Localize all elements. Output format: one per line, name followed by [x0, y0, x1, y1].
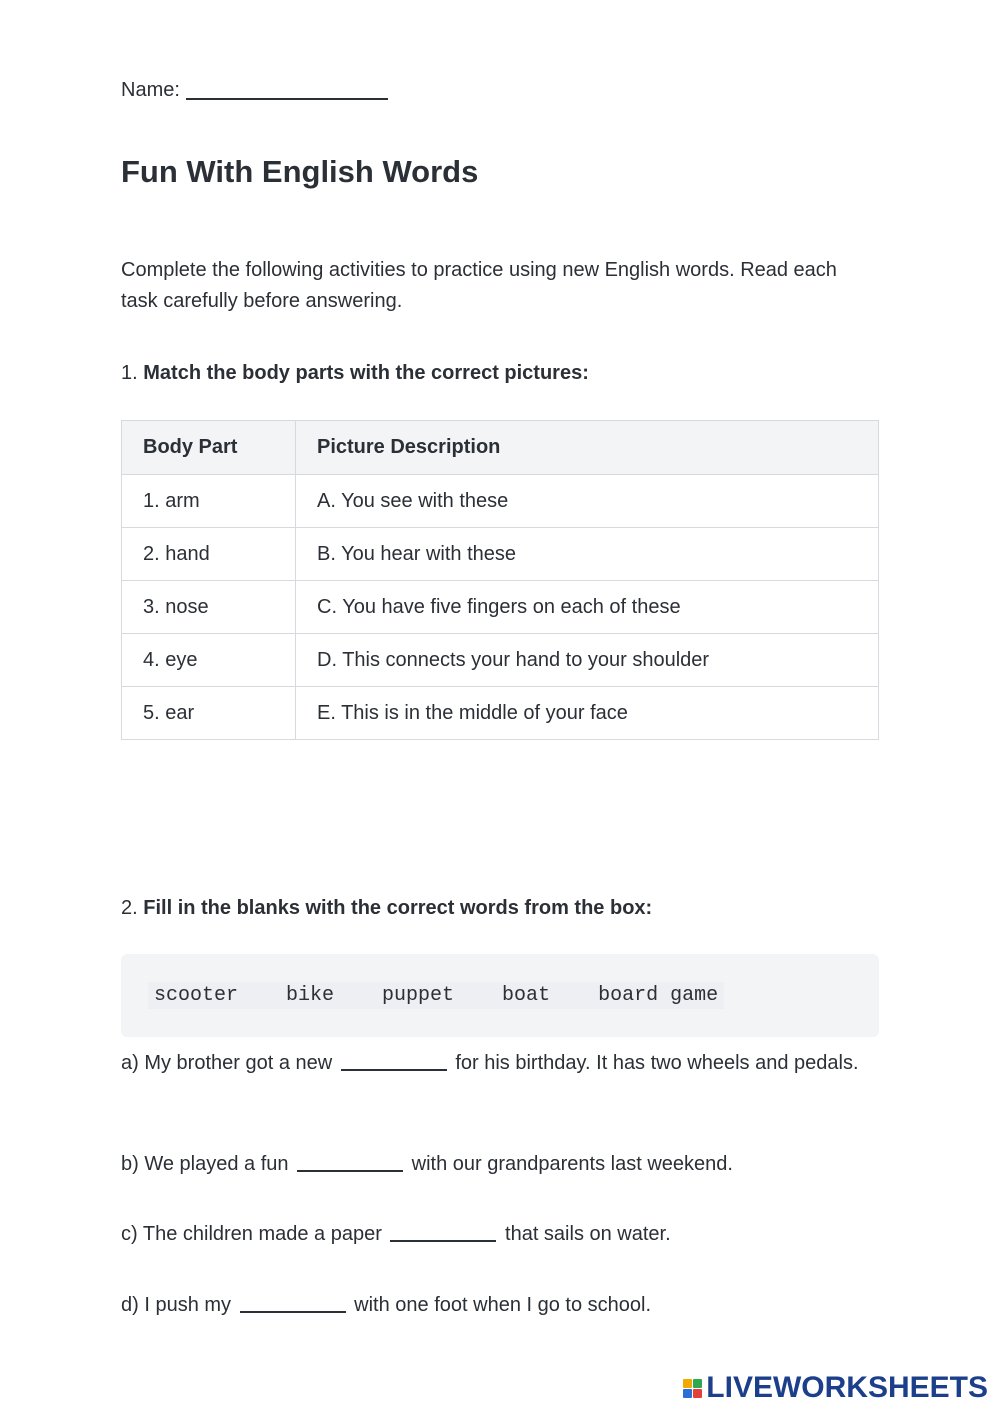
sentence-b	[121, 1149, 879, 1180]
body-part-cell: 1. arm	[122, 475, 296, 528]
word-box	[121, 954, 879, 1037]
question-1-heading	[121, 362, 589, 385]
body-part-cell: 5. ear	[122, 687, 296, 740]
liveworksheets-logo	[683, 1371, 988, 1405]
body-part-cell: 2. hand	[122, 528, 296, 581]
sentence-b-after: with our grandparents last weekend.	[411, 1153, 733, 1175]
table-row	[122, 687, 879, 740]
question-2-number: 2.	[121, 897, 138, 919]
header-body-part: Body Part	[122, 421, 296, 475]
matching-table	[121, 420, 879, 740]
sentence-d-after: with one foot when I go to school.	[354, 1294, 652, 1316]
answer-blank-c[interactable]	[390, 1222, 496, 1242]
sentence-d	[121, 1290, 879, 1321]
answer-blank-b[interactable]	[297, 1152, 403, 1172]
question-1-prompt: Match the body parts with the correct pictures:	[143, 362, 589, 384]
name-blank[interactable]	[186, 78, 388, 100]
name-label: Name:	[121, 79, 180, 101]
sentence-a	[121, 1048, 879, 1079]
table-row	[122, 581, 879, 634]
liveworksheets-logo-icon	[683, 1379, 702, 1398]
sentence-a-after: for his birthday. It has two wheels and pedals.	[455, 1052, 859, 1074]
question-2-prompt: Fill in the blanks with the correct words from the box:	[143, 897, 653, 919]
table-header-row	[122, 421, 879, 475]
sentence-c-after: that sails on water.	[505, 1223, 671, 1245]
page-title: Fun With English Words	[121, 154, 479, 189]
sentence-c	[121, 1219, 879, 1250]
intro-text: Complete the following activities to practice using new English words. Read each task carefully before answering.	[121, 259, 837, 312]
word-box-words: scooter bike puppet boat board game	[148, 982, 724, 1009]
body-part-cell: 4. eye	[122, 634, 296, 687]
sentence-a-before: a) My brother got a new	[121, 1052, 333, 1074]
question-1-number: 1.	[121, 362, 138, 384]
table-row	[122, 475, 879, 528]
description-cell: D. This connects your hand to your shoulder	[296, 634, 879, 687]
answer-blank-d[interactable]	[240, 1293, 346, 1313]
name-field-row	[121, 78, 388, 102]
description-cell: A. You see with these	[296, 475, 879, 528]
header-picture-description: Picture Description	[296, 421, 879, 475]
sentence-c-before: c) The children made a paper	[121, 1223, 382, 1245]
sentence-d-before: d) I push my	[121, 1294, 232, 1316]
liveworksheets-logo-text: LIVEWORKSHEETS	[706, 1371, 988, 1404]
logo-square-4	[693, 1389, 702, 1398]
table-row	[122, 528, 879, 581]
question-2-heading	[121, 897, 652, 920]
answer-blank-a[interactable]	[341, 1051, 447, 1071]
body-part-cell: 3. nose	[122, 581, 296, 634]
sentence-b-before: b) We played a fun	[121, 1153, 289, 1175]
description-cell: E. This is in the middle of your face	[296, 687, 879, 740]
table-row	[122, 634, 879, 687]
description-cell: B. You hear with these	[296, 528, 879, 581]
description-cell: C. You have five fingers on each of these	[296, 581, 879, 634]
logo-square-3	[683, 1389, 692, 1398]
logo-square-1	[683, 1379, 692, 1388]
logo-square-2	[693, 1379, 702, 1388]
